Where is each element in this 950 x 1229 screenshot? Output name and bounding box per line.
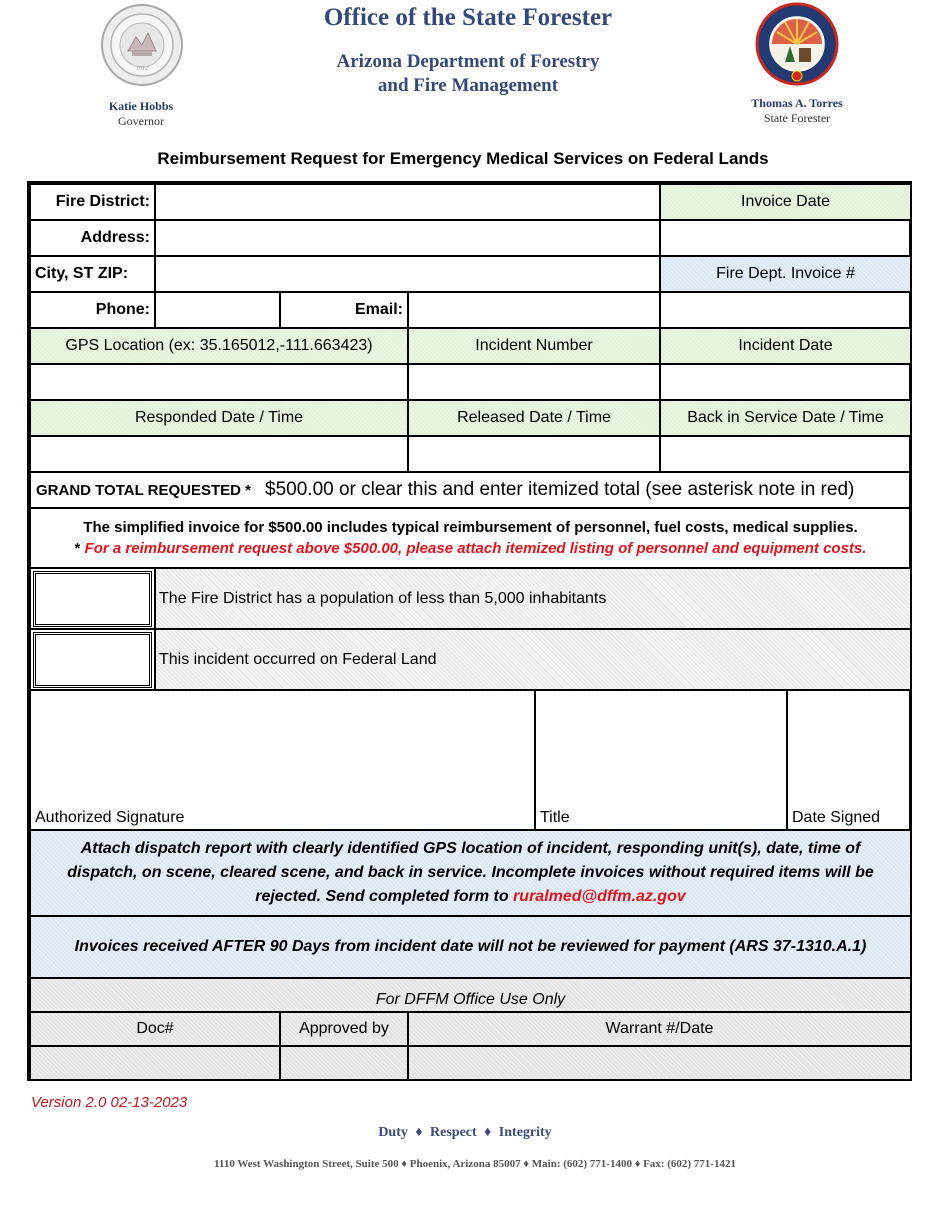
dispatch-instructions bbox=[30, 830, 911, 916]
population-statement: The Fire District has a population of less than 5,000 inhabitants bbox=[155, 568, 911, 629]
gps-location-field[interactable] bbox=[30, 364, 408, 400]
version-label: Version 2.0 02-13-2023 bbox=[31, 1094, 188, 1111]
warrant-date-field[interactable] bbox=[408, 1046, 911, 1080]
dispatch-instructions-text bbox=[59, 837, 882, 909]
incident-number-label: Incident Number bbox=[408, 328, 660, 364]
forester-name: Thomas A. Torres bbox=[751, 96, 843, 110]
submission-email-link[interactable]: ruralmed@dffm.az.gov bbox=[513, 888, 686, 905]
address-label: Address: bbox=[30, 220, 155, 256]
phone-label: Phone: bbox=[30, 292, 155, 328]
city-label: City, ST ZIP: bbox=[30, 256, 155, 292]
incident-date-field[interactable] bbox=[660, 364, 911, 400]
arizona-state-seal-icon bbox=[100, 3, 184, 87]
dffm-badge-icon bbox=[755, 2, 839, 86]
title-label: Title bbox=[540, 809, 570, 826]
reimbursement-form bbox=[27, 181, 912, 1081]
department-name-line2: and Fire Management bbox=[377, 75, 559, 96]
itemized-warning-text: For a reimbursement request above $500.00, please attach itemized listing of personnel and equipment costs. bbox=[84, 540, 867, 557]
governor-title: Governor bbox=[118, 114, 164, 128]
back-in-service-label: Back in Service Date / Time bbox=[660, 400, 911, 436]
date-signed-field[interactable] bbox=[787, 690, 911, 830]
authorized-signature-field[interactable] bbox=[30, 690, 535, 830]
phone-field[interactable] bbox=[155, 292, 280, 328]
email-field[interactable] bbox=[408, 292, 660, 328]
agency-address: 1110 West Washington Street, Suite 500 ♦ Phoenix, Arizona 85007 ♦ Main: (602) 771-1400 ♦ Fax: (602) 771-1421 bbox=[214, 1158, 736, 1170]
federal-land-statement: This incident occurred on Federal Land bbox=[155, 629, 911, 690]
released-label: Released Date / Time bbox=[408, 400, 660, 436]
fire-district-label: Fire District: bbox=[30, 184, 155, 220]
fire-dept-invoice-label: Fire Dept. Invoice # bbox=[660, 256, 911, 292]
authorized-signature-label: Authorized Signature bbox=[35, 809, 185, 826]
incident-number-field[interactable] bbox=[408, 364, 660, 400]
title-field[interactable] bbox=[535, 690, 787, 830]
department-name-line1: Arizona Department of Forestry bbox=[336, 51, 600, 72]
date-signed-label: Date Signed bbox=[792, 809, 881, 826]
office-title: Office of the State Forester bbox=[323, 4, 613, 31]
governor-name: Katie Hobbs bbox=[108, 99, 174, 113]
federal-land-checkbox-cell bbox=[30, 629, 155, 690]
itemized-warning bbox=[75, 540, 867, 557]
svg-text:1912: 1912 bbox=[136, 66, 148, 72]
asterisk: * bbox=[74, 540, 81, 557]
population-checkbox[interactable] bbox=[33, 571, 152, 627]
population-checkbox-cell bbox=[30, 568, 155, 629]
grand-total-label: GRAND TOTAL REQUESTED * bbox=[36, 481, 252, 499]
address-field[interactable] bbox=[155, 220, 660, 256]
federal-land-checkbox[interactable] bbox=[33, 632, 152, 688]
approved-by-field[interactable] bbox=[280, 1046, 408, 1080]
warrant-date-label: Warrant #/Date bbox=[408, 1012, 911, 1046]
simplified-invoice-text: The simplified invoice for $500.00 includes typical reimbursement of personnel, fuel costs, medical supplies. bbox=[83, 519, 858, 536]
invoice-date-field[interactable] bbox=[660, 220, 911, 256]
dispatch-text: Attach dispatch report with clearly identified GPS location of incident, responding unit(s), date, time of dispatch, on scene, cleared scene, and back in service. Incomplete invoices without required items will be rejected. Send completed form to bbox=[67, 840, 874, 905]
gps-location-label: GPS Location (ex: 35.165012,-111.663423) bbox=[30, 328, 408, 364]
form-title: Reimbursement Request for Emergency Medical Services on Federal Lands bbox=[157, 149, 769, 168]
doc-number-label: Doc# bbox=[30, 1012, 280, 1046]
deadline-notice: Invoices received AFTER 90 Days from incident date will not be reviewed for payment (ARS 37-1310.A.1) bbox=[30, 916, 911, 978]
grand-total-value[interactable]: $500.00 or clear this and enter itemized total (see asterisk note in red) bbox=[265, 479, 855, 500]
approved-by-label: Approved by bbox=[280, 1012, 408, 1046]
grand-total-row[interactable] bbox=[30, 472, 911, 508]
doc-number-field[interactable] bbox=[30, 1046, 280, 1080]
forester-title: State Forester bbox=[763, 111, 831, 125]
fire-dept-invoice-field[interactable] bbox=[660, 292, 911, 328]
letterhead bbox=[0, 0, 950, 140]
released-field[interactable] bbox=[408, 436, 660, 472]
invoice-date-label: Invoice Date bbox=[660, 184, 911, 220]
agency-motto: Duty ♦ Respect ♦ Integrity bbox=[378, 1125, 552, 1140]
back-in-service-field[interactable] bbox=[660, 436, 911, 472]
fire-district-field[interactable] bbox=[155, 184, 660, 220]
email-label: Email: bbox=[280, 292, 408, 328]
office-use-title: For DFFM Office Use Only bbox=[30, 978, 911, 1012]
simplified-invoice-note bbox=[30, 508, 911, 568]
incident-date-label: Incident Date bbox=[660, 328, 911, 364]
city-field[interactable] bbox=[155, 256, 660, 292]
responded-label: Responded Date / Time bbox=[30, 400, 408, 436]
responded-field[interactable] bbox=[30, 436, 408, 472]
